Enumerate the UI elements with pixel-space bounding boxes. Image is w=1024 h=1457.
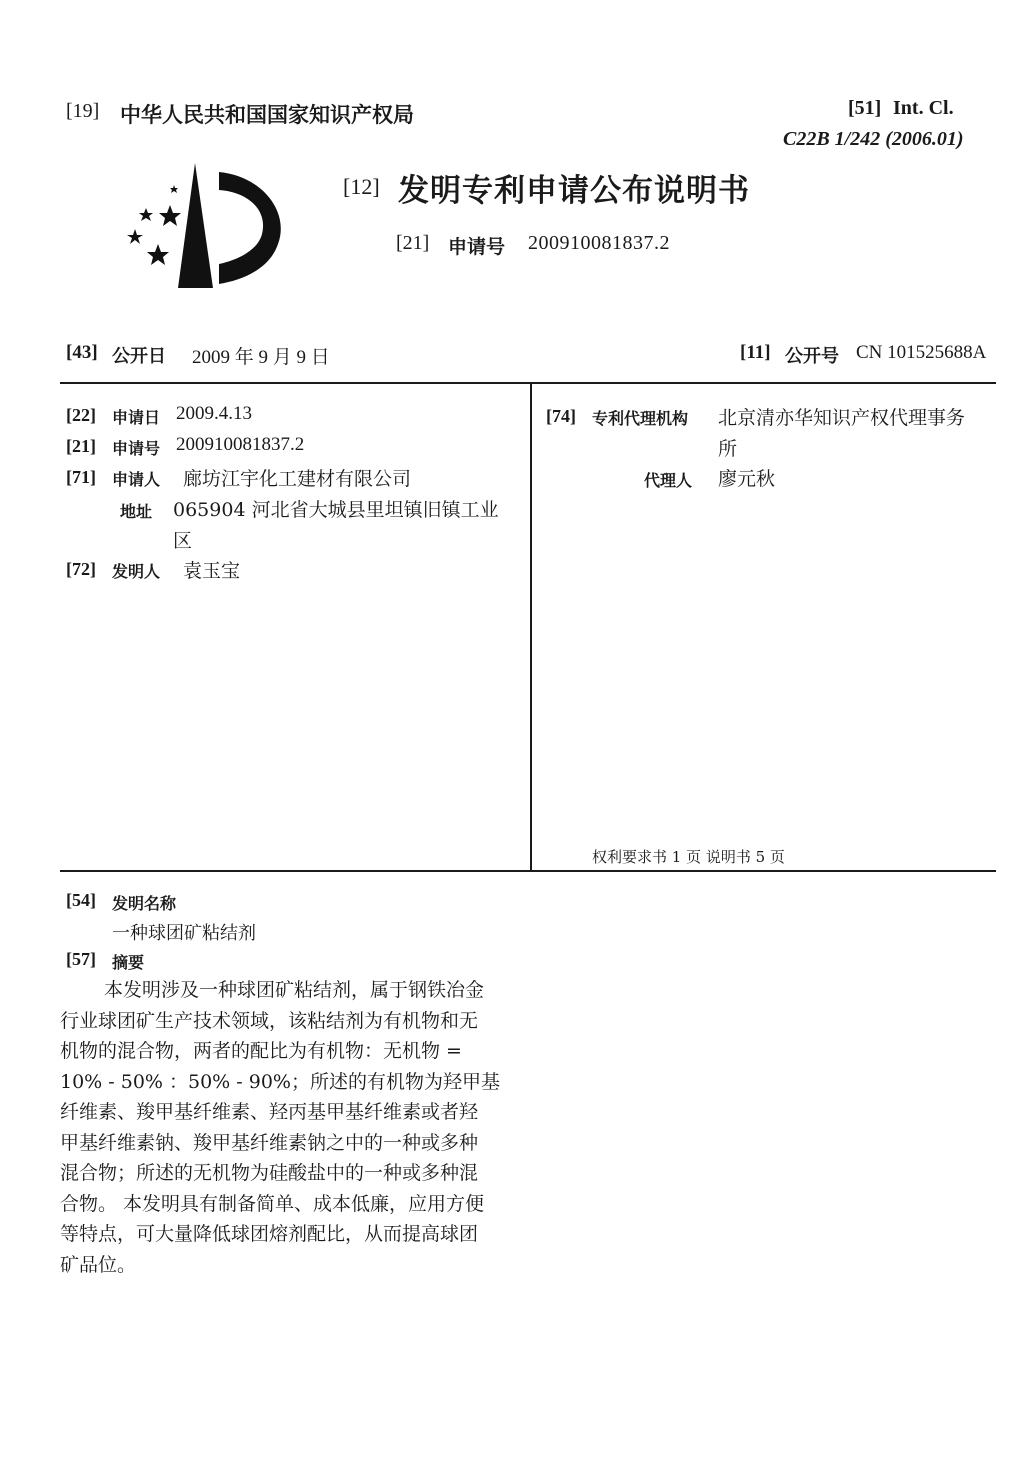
top-divider xyxy=(60,382,996,384)
pub-number-value: CN 101525688A xyxy=(856,342,987,363)
agency-line-1: 北京清亦华知识产权代理事务 xyxy=(718,407,966,429)
pub-date-label: 公开日 xyxy=(112,346,166,367)
agent-value: 廖元秋 xyxy=(718,468,776,490)
abstract-line: 合物。 本发明具有制备简单、成本低廉，应用方便 xyxy=(60,1193,485,1215)
agent-label: 代理人 xyxy=(644,471,693,490)
cnipa-logo xyxy=(120,158,290,293)
office-name: 中华人民共和国国家知识产权局 xyxy=(120,103,414,127)
agency-code: [74] xyxy=(546,406,576,426)
abstract-line: 10% - 50% ：50% - 90%；所述的有机物为羟甲基 xyxy=(60,1071,500,1093)
filing-label: 申请日 xyxy=(112,408,161,427)
abstract-line: 机物的混合物，两者的配比为有机物：无机物 = xyxy=(60,1040,462,1062)
ipc-code: [51] xyxy=(848,97,882,119)
agency-label: 专利代理机构 xyxy=(592,409,689,428)
filing-value: 2009.4.13 xyxy=(176,403,252,424)
filing-code: [22] xyxy=(66,405,96,425)
address-label: 地址 xyxy=(120,502,153,521)
pub-date-code: [43] xyxy=(66,342,98,363)
ipc-value: C22B 1/242 (2006.01) xyxy=(783,128,964,150)
abstract-line: 行业球团矿生产技术领域，该粘结剂为有机物和无 xyxy=(60,1010,479,1032)
appno-value: 200910081837.2 xyxy=(176,434,305,455)
abstract-line: 等特点，可大量降低球团熔剂配比，从而提高球团 xyxy=(60,1223,479,1245)
bottom-divider xyxy=(60,870,996,872)
inventor-code: [72] xyxy=(66,559,96,579)
app-no-value: 200910081837.2 xyxy=(528,232,670,254)
address-line-1: 065904 河北省大城县里坦镇旧镇工业 xyxy=(173,499,499,521)
appno-label: 申请号 xyxy=(112,439,161,458)
pub-date-value: 2009 年 9 月 9 日 xyxy=(192,347,330,368)
applicant-label: 申请人 xyxy=(112,470,161,489)
office-code: [19] xyxy=(66,100,100,122)
applicant-value: 廊坊江宇化工建材有限公司 xyxy=(183,468,412,490)
appno-code: [21] xyxy=(66,436,96,456)
ipc-label: Int. Cl. xyxy=(893,97,954,119)
inventor-value: 袁玉宝 xyxy=(183,560,241,582)
abstract-code: [57] xyxy=(66,949,96,969)
doc-type-title: 发明专利申请公布说明书 xyxy=(398,173,750,209)
abstract-label: 摘要 xyxy=(112,953,145,972)
abstract-line: 矿品位。 xyxy=(60,1254,137,1276)
pub-number-code: [11] xyxy=(740,342,771,363)
abstract-line: 纤维素、羧甲基纤维素、羟丙基甲基纤维素或者羟 xyxy=(60,1101,479,1123)
abstract-line: 本发明涉及一种球团矿粘结剂，属于钢铁冶金 xyxy=(104,979,485,1001)
pub-number-label: 公开号 xyxy=(785,346,839,367)
invention-title: 一种球团矿粘结剂 xyxy=(112,923,256,944)
title-code: [54] xyxy=(66,890,96,910)
address-line-2: 区 xyxy=(173,530,193,552)
column-divider xyxy=(530,383,532,871)
applicant-code: [71] xyxy=(66,467,96,487)
page-counts: 权利要求书 1 页 说明书 5 页 xyxy=(592,848,785,866)
abstract-line: 混合物；所述的无机物为硅酸盐中的一种或多种混 xyxy=(60,1162,479,1184)
title-label: 发明名称 xyxy=(112,894,177,913)
inventor-label: 发明人 xyxy=(112,562,161,581)
app-no-label: 申请号 xyxy=(448,236,506,258)
app-no-code: [21] xyxy=(396,232,430,254)
agency-line-2: 所 xyxy=(718,438,738,460)
doc-type-code: [12] xyxy=(343,174,380,199)
abstract-line: 甲基纤维素钠、羧甲基纤维素钠之中的一种或多种 xyxy=(60,1132,479,1154)
